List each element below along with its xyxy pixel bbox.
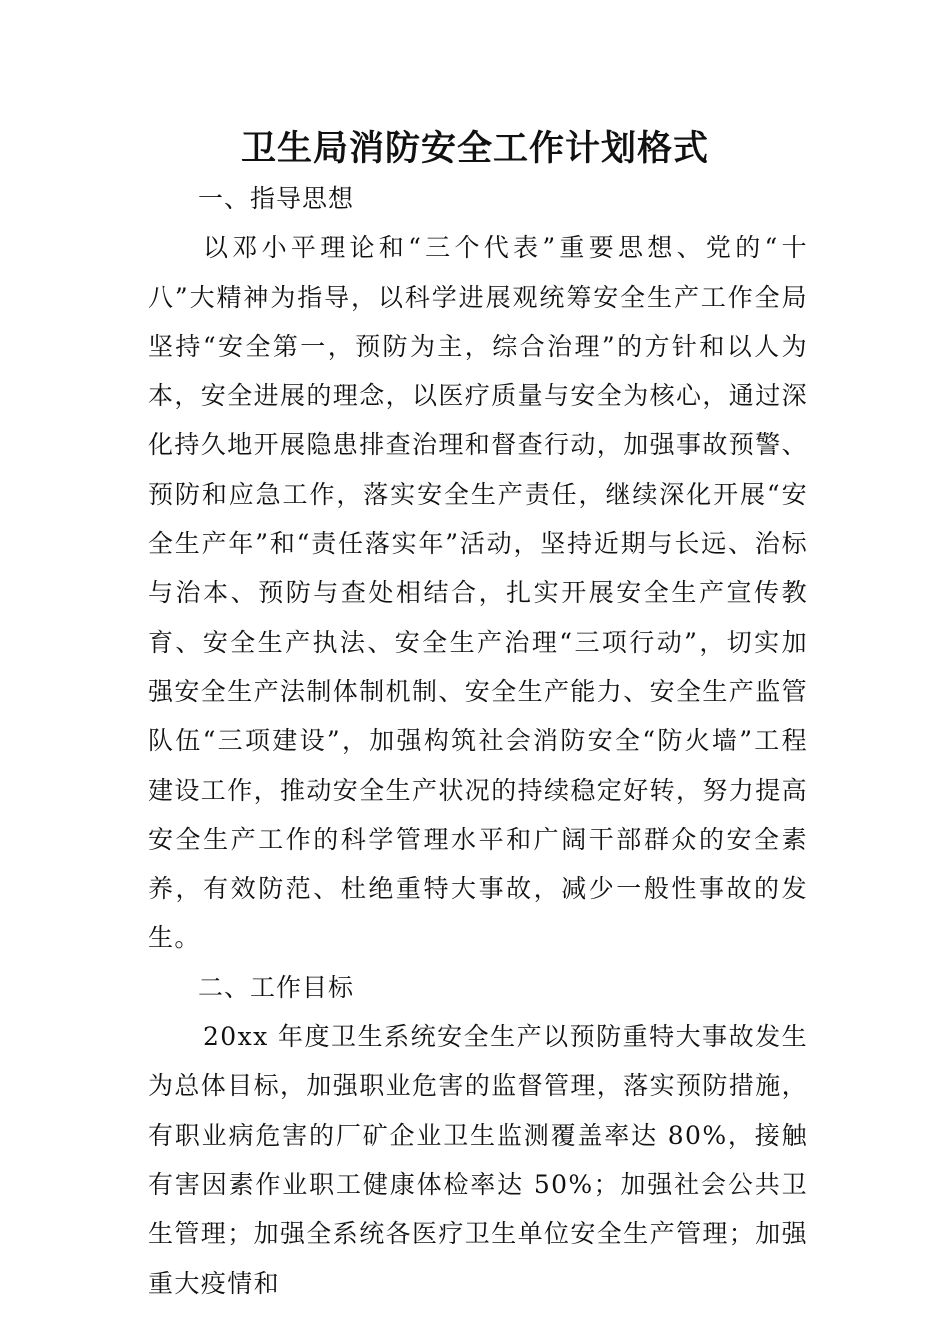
document-body bbox=[148, 174, 808, 1308]
document-title: 卫生局消防安全工作计划格式 bbox=[240, 129, 709, 169]
section-paragraph-guiding-ideology: 以邓小平理论和“三个代表”重要思想、党的“十八”大精神为指导，以科学进展观统筹安全生产工作全局坚持“安全第一，预防为主，综合治理”的方针和以人为本，安全进展的理念，以医疗质量与安全为核心，通过深化持久地开展隐患排查治理和督查行动，加强事故预警、预防和应急工作，落实安全生产责任，继续深化开展“安全生产年”和“责任落实年”活动，坚持近期与长远、治标与治本、预防与查处相结合，扎实开展安全生产宣传教育、安全生产执法、安全生产治理“三项行动”，切实加强安全生产法制体制机制、安全生产能力、安全生产监管队伍“三项建设”，加强构筑社会消防安全“防火墙”工程建设工作，推动安全生产状况的持续稳定好转，努力提高安全生产工作的科学管理水平和广阔干部群众的安全素养，有效防范、杜绝重特大事故，减少一般性事故的发生。 bbox=[148, 233, 809, 953]
section-paragraph-work-goals: 20xx 年度卫生系统安全生产以预防重特大事故发生为总体目标，加强职业危害的监督管理，落实预防措施，有职业病危害的厂矿企业卫生监测覆盖率达 80%，接触有害因素作业职工健康体检率达 50%；加强社会公共卫生管理；加强全系统各医疗卫生单位安全生产管理；加强重大疫情和 bbox=[148, 1022, 809, 1298]
section-heading-guiding-ideology: 一、指导思想 bbox=[198, 184, 355, 213]
section-heading-work-goals: 二、工作目标 bbox=[198, 972, 355, 1002]
